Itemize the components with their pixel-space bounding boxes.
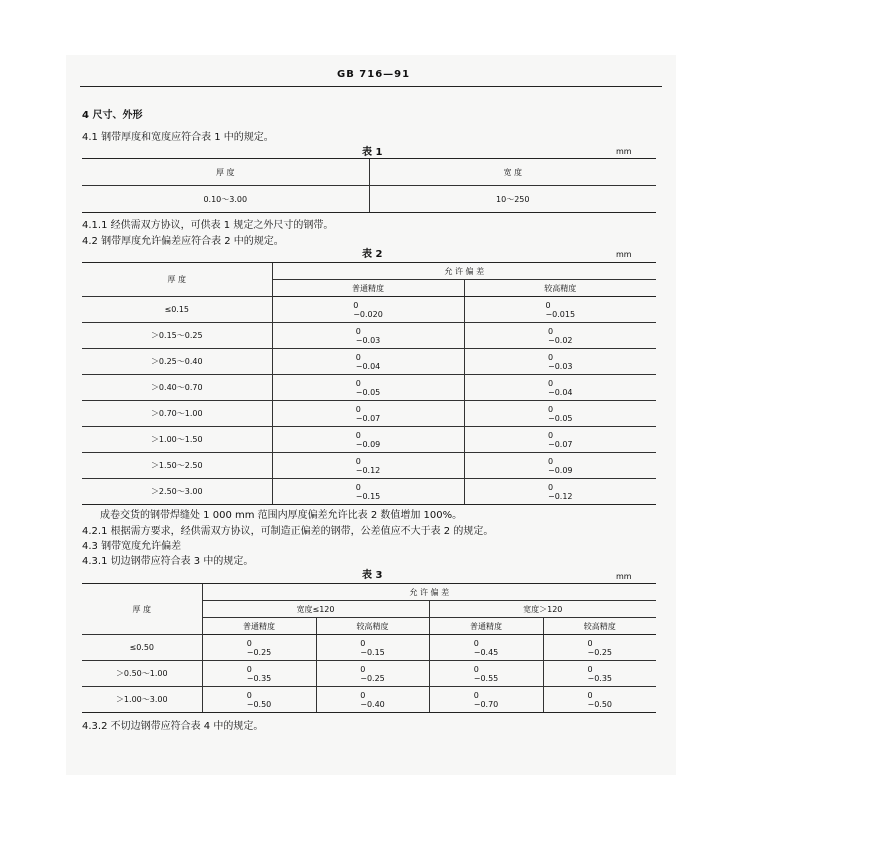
width-le-120-normal-tolerance (202, 635, 316, 661)
upper-deviation: 0 (548, 430, 554, 440)
table-2-row (82, 375, 656, 401)
lower-deviation: −0.35 (587, 673, 613, 683)
lower-deviation: −0.35 (246, 673, 272, 683)
lower-deviation: −0.55 (473, 673, 499, 683)
table-3-header-normal-1: 普通精度 (202, 618, 316, 635)
lower-deviation: −0.12 (355, 465, 381, 475)
width-gt-120-high-tolerance (543, 635, 656, 661)
lower-deviation: −0.15 (355, 491, 381, 501)
table-1 (82, 158, 656, 213)
tolerance-value (545, 301, 575, 319)
table-2-header-high: 较高精度 (464, 280, 656, 297)
width-le-120-normal-tolerance (202, 687, 316, 713)
tolerance-value (356, 405, 381, 423)
tolerance-value (360, 691, 385, 709)
table-1-header-width: 宽 度 (369, 159, 656, 186)
table-2-header-tolerance: 允 许 偏 差 (272, 263, 656, 280)
upper-deviation: 0 (587, 690, 593, 700)
upper-deviation: 0 (360, 690, 366, 700)
thickness-range: ＞1.00～1.50 (82, 427, 272, 453)
normal-precision-tolerance (272, 375, 464, 401)
upper-deviation: 0 (548, 404, 554, 414)
lower-deviation: −0.45 (473, 647, 499, 657)
tolerance-value (360, 665, 385, 683)
table-2-header-normal: 普通精度 (272, 280, 464, 297)
upper-deviation: 0 (473, 690, 479, 700)
table-2-row (82, 349, 656, 375)
upper-deviation: 0 (353, 300, 359, 310)
width-gt-120-normal-tolerance (429, 687, 543, 713)
thickness-range: ＞0.25～0.40 (82, 349, 272, 375)
high-precision-tolerance (464, 297, 656, 323)
upper-deviation: 0 (587, 664, 593, 674)
upper-deviation: 0 (548, 378, 554, 388)
upper-deviation: 0 (548, 456, 554, 466)
table-2-row (82, 401, 656, 427)
width-le-120-high-tolerance (316, 687, 429, 713)
lower-deviation: −0.03 (355, 335, 381, 345)
table-3-header-high-2: 较高精度 (543, 618, 656, 635)
upper-deviation: 0 (545, 300, 551, 310)
tolerance-value (548, 353, 573, 371)
tolerance-value (356, 431, 381, 449)
table-3-row (82, 635, 656, 661)
table-3-header-normal-2: 普通精度 (429, 618, 543, 635)
high-precision-tolerance (464, 479, 656, 505)
table-2-row (82, 297, 656, 323)
tolerance-value (356, 483, 381, 501)
tolerance-value (548, 379, 573, 397)
normal-precision-tolerance (272, 479, 464, 505)
lower-deviation: −0.02 (548, 335, 573, 345)
upper-deviation: 0 (548, 326, 554, 336)
width-le-120-normal-tolerance (202, 661, 316, 687)
upper-deviation: 0 (360, 664, 366, 674)
lower-deviation: −0.04 (548, 387, 573, 397)
tolerance-value (588, 691, 613, 709)
normal-precision-tolerance (272, 453, 464, 479)
table-3-caption: 表 3 (362, 570, 383, 581)
lower-deviation: −0.50 (246, 699, 272, 709)
clause-4-1-1: 4.1.1 经供需双方协议，可供表 1 规定之外尺寸的钢带。 (82, 220, 334, 231)
section-4-3-heading: 4.3 钢带宽度允许偏差 (82, 541, 182, 552)
table-3-header-thickness: 厚 度 (82, 584, 202, 635)
tolerance-value (356, 457, 381, 475)
lower-deviation: −0.03 (548, 361, 573, 371)
upper-deviation: 0 (355, 326, 361, 336)
upper-deviation: 0 (587, 638, 593, 648)
table-2 (82, 262, 656, 505)
lower-deviation: −0.015 (545, 309, 576, 319)
table-3-header-tolerance: 允 许 偏 差 (202, 584, 656, 601)
clause-4-2-1: 4.2.1 根据需方要求，经供需双方协议，可制造正偏差的钢带，公差值应不大于表 2 的规定。 (82, 526, 494, 537)
high-precision-tolerance (464, 375, 656, 401)
lower-deviation: −0.07 (548, 439, 573, 449)
tolerance-value (548, 405, 573, 423)
table-2-row (82, 479, 656, 505)
tolerance-value (356, 327, 381, 345)
lower-deviation: −0.04 (355, 361, 381, 371)
table-1-unit: mm (616, 147, 632, 156)
width-le-120-high-tolerance (316, 635, 429, 661)
lower-deviation: −0.05 (355, 387, 381, 397)
lower-deviation: −0.25 (246, 647, 272, 657)
width-gt-120-high-tolerance (543, 661, 656, 687)
thickness-range: ＞0.40～0.70 (82, 375, 272, 401)
high-precision-tolerance (464, 453, 656, 479)
lower-deviation: −0.70 (473, 699, 499, 709)
table-3-row (82, 687, 656, 713)
tolerance-value (588, 665, 613, 683)
thickness-range: ＞2.50～3.00 (82, 479, 272, 505)
clause-4-2: 4.2 钢带厚度允许偏差应符合表 2 中的规定。 (82, 236, 284, 247)
upper-deviation: 0 (246, 690, 252, 700)
upper-deviation: 0 (360, 638, 366, 648)
upper-deviation: 0 (548, 482, 554, 492)
width-gt-120-normal-tolerance (429, 661, 543, 687)
high-precision-tolerance (464, 401, 656, 427)
table-3-row (82, 661, 656, 687)
width-le-120-high-tolerance (316, 661, 429, 687)
tolerance-value (247, 665, 272, 683)
upper-deviation: 0 (473, 638, 479, 648)
normal-precision-tolerance (272, 323, 464, 349)
table-2-row (82, 453, 656, 479)
upper-deviation: 0 (355, 404, 361, 414)
tolerance-value (353, 301, 383, 319)
thickness-range: ＞1.00～3.00 (82, 687, 202, 713)
normal-precision-tolerance (272, 297, 464, 323)
table-1-header-thickness: 厚 度 (82, 159, 369, 186)
table-1-caption: 表 1 (362, 147, 383, 158)
table-3-header-width-le-120: 宽度≤120 (202, 601, 429, 618)
clause-4-3-1: 4.3.1 切边钢带应符合表 3 中的规定。 (82, 556, 254, 567)
lower-deviation: −0.020 (353, 309, 383, 319)
tolerance-value (474, 665, 499, 683)
table-2-row (82, 323, 656, 349)
tolerance-value (356, 379, 381, 397)
tolerance-value (548, 483, 573, 501)
table-1-cell-thickness: 0.10～3.00 (82, 186, 369, 213)
normal-precision-tolerance (272, 349, 464, 375)
tolerance-value (247, 691, 272, 709)
tolerance-value (247, 639, 272, 657)
normal-precision-tolerance (272, 401, 464, 427)
table-3 (82, 583, 656, 713)
upper-deviation: 0 (355, 352, 361, 362)
section-4-heading: 4 尺寸、外形 (82, 110, 143, 121)
standard-code: GB 716—91 (337, 69, 411, 80)
upper-deviation: 0 (355, 456, 361, 466)
table-3-header-high-1: 较高精度 (316, 618, 429, 635)
lower-deviation: −0.07 (355, 413, 381, 423)
tolerance-value (360, 639, 385, 657)
tolerance-value (548, 431, 573, 449)
thickness-range: ＞1.50～2.50 (82, 453, 272, 479)
table-3-unit: mm (616, 572, 632, 581)
width-gt-120-high-tolerance (543, 687, 656, 713)
lower-deviation: −0.25 (587, 647, 613, 657)
high-precision-tolerance (464, 349, 656, 375)
lower-deviation: −0.05 (548, 413, 573, 423)
lower-deviation: −0.25 (360, 673, 385, 683)
upper-deviation: 0 (355, 378, 361, 388)
tolerance-value (474, 691, 499, 709)
upper-deviation: 0 (246, 638, 252, 648)
thickness-range: ＞0.50～1.00 (82, 661, 202, 687)
high-precision-tolerance (464, 427, 656, 453)
upper-deviation: 0 (473, 664, 479, 674)
clause-4-3-2: 4.3.2 不切边钢带应符合表 4 中的规定。 (82, 721, 264, 732)
thickness-range: ＞0.70～1.00 (82, 401, 272, 427)
header-rule (80, 86, 662, 87)
tolerance-value (548, 327, 573, 345)
upper-deviation: 0 (548, 352, 554, 362)
lower-deviation: −0.09 (355, 439, 381, 449)
tolerance-value (474, 639, 499, 657)
width-gt-120-normal-tolerance (429, 635, 543, 661)
lower-deviation: −0.40 (360, 699, 385, 709)
normal-precision-tolerance (272, 427, 464, 453)
thickness-range: ＞0.15～0.25 (82, 323, 272, 349)
table-3-header-width-gt-120: 宽度＞120 (429, 601, 656, 618)
thickness-range: ≤0.50 (82, 635, 202, 661)
table-2-row (82, 427, 656, 453)
clause-4-1: 4.1 钢带厚度和宽度应符合表 1 中的规定。 (82, 132, 274, 143)
tolerance-value (356, 353, 381, 371)
thickness-range: ≤0.15 (82, 297, 272, 323)
table-2-caption: 表 2 (362, 249, 383, 260)
table-2-header-thickness: 厚 度 (82, 263, 272, 297)
tolerance-value (548, 457, 573, 475)
table-1-cell-width: 10～250 (369, 186, 656, 213)
upper-deviation: 0 (355, 430, 361, 440)
upper-deviation: 0 (246, 664, 252, 674)
lower-deviation: −0.50 (587, 699, 613, 709)
lower-deviation: −0.09 (548, 465, 573, 475)
lower-deviation: −0.12 (548, 491, 573, 501)
upper-deviation: 0 (355, 482, 361, 492)
tolerance-value (588, 639, 613, 657)
weld-note: 成卷交货的钢带焊缝处 1 000 mm 范围内厚度偏差允许比表 2 数值增加 100%。 (100, 510, 463, 521)
high-precision-tolerance (464, 323, 656, 349)
lower-deviation: −0.15 (360, 647, 385, 657)
table-2-unit: mm (616, 250, 632, 259)
